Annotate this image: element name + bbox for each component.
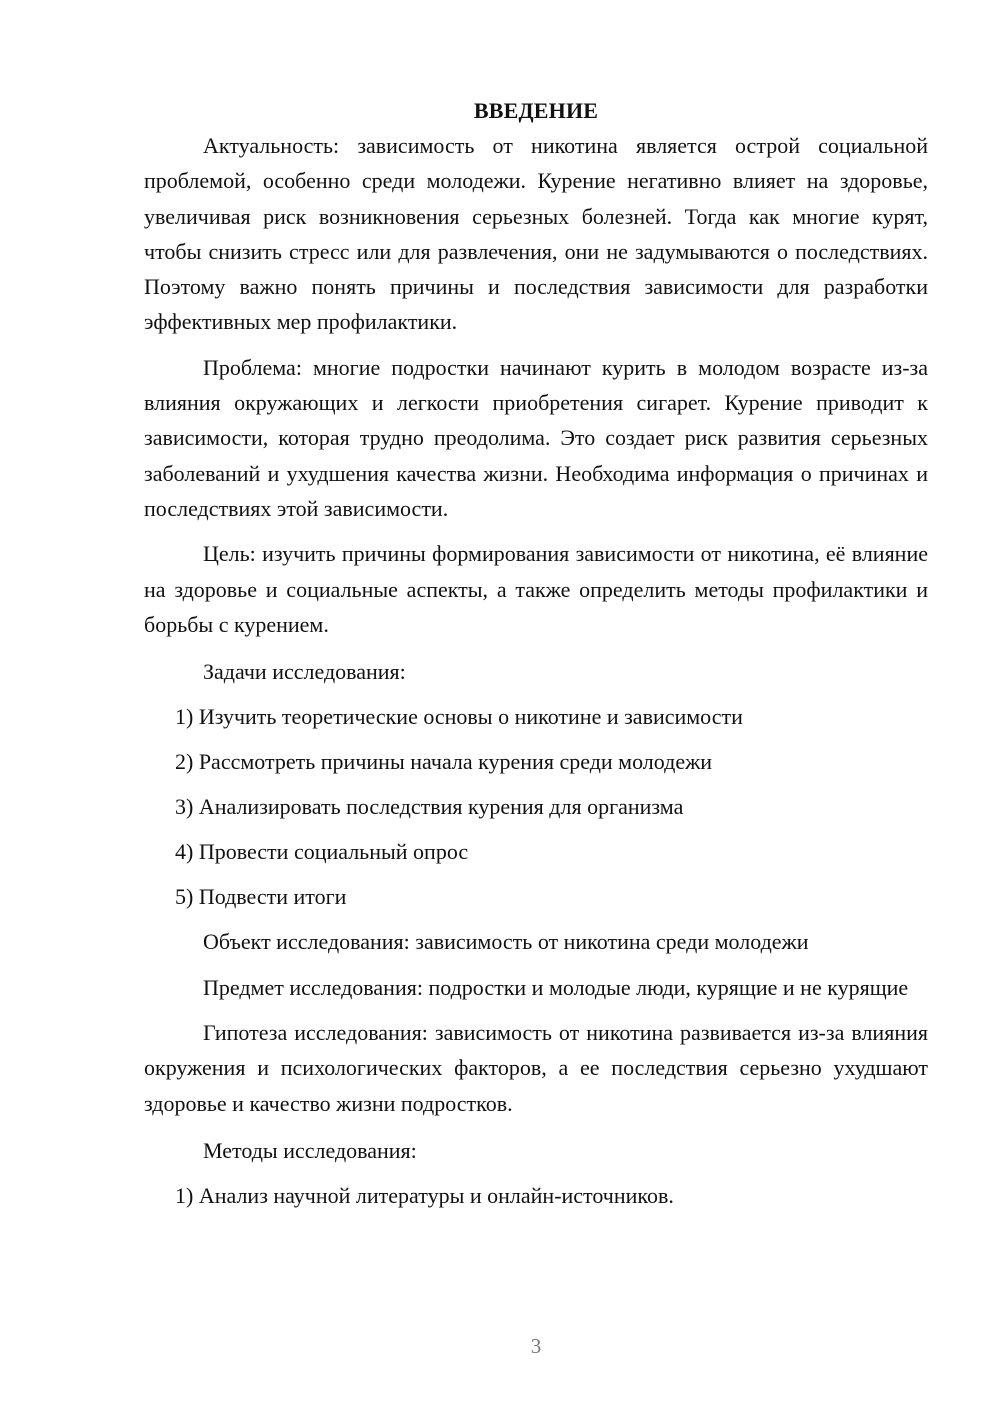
list-item: 2) Рассмотреть причины начала курения среди молодежи [175,749,713,775]
problem-paragraph: Проблема: многие подростки начинают курить в молодом возрасте из-за влияния окружающих и легкости приобретения сигарет. Курение приводит к зависимости, которая трудно преодолима. Это создает риск развития серьезных заболеваний и ухудшения качества жизни. Необходима информация о причинах и последствиях этой зависимости. [144,354,928,521]
object-paragraph: Объект исследования: зависимость от никотина среди молодежи [203,929,809,955]
goal-paragraph: Цель: изучить причины формирования зависимости от никотина, её влияние на здоровье и социальные аспекты, а также определить методы профилактики и борьбы с курением. [144,541,928,637]
page-title: ВВЕДЕНИЕ [473,98,599,123]
list-item: 3) Анализировать последствия курения для организма [175,794,684,820]
list-item: 5) Подвести итоги [175,884,347,910]
methods-heading: Методы исследования: [203,1137,417,1163]
list-item: 4) Провести социальный опрос [175,839,469,865]
tasks-list [144,699,928,914]
relevance-paragraph: Актуальность: зависимость от никотина является острой социальной проблемой, особенно среди молодежи. Курение негативно влияет на здоровье, увеличивая риск возникновения серьезных болезней. Тогда как многие курят, чтобы снизить стресс или для развлечения, они не задумываются о последствиях. Поэтому важно понять причины и последствия зависимости для разработки эффективных мер профилактики. [144,133,928,335]
tasks-heading: Задачи исследования: [203,659,406,685]
page-number: 3 [530,1334,542,1358]
hypothesis-paragraph: Гипотеза исследования: зависимость от никотина развивается из-за влияния окружения и психологических факторов, а ее последствия серьезно ухудшают здоровье и качество жизни подростков. [144,1020,928,1116]
page-content [144,93,928,1213]
list-item: 1) Изучить теоретические основы о никотине и зависимости [175,704,743,730]
methods-list [144,1178,928,1213]
subject-paragraph: Предмет исследования: подростки и молодые люди, курящие и не курящие [203,974,909,1000]
list-item: 1) Анализ научной литературы и онлайн-источников. [175,1183,674,1209]
